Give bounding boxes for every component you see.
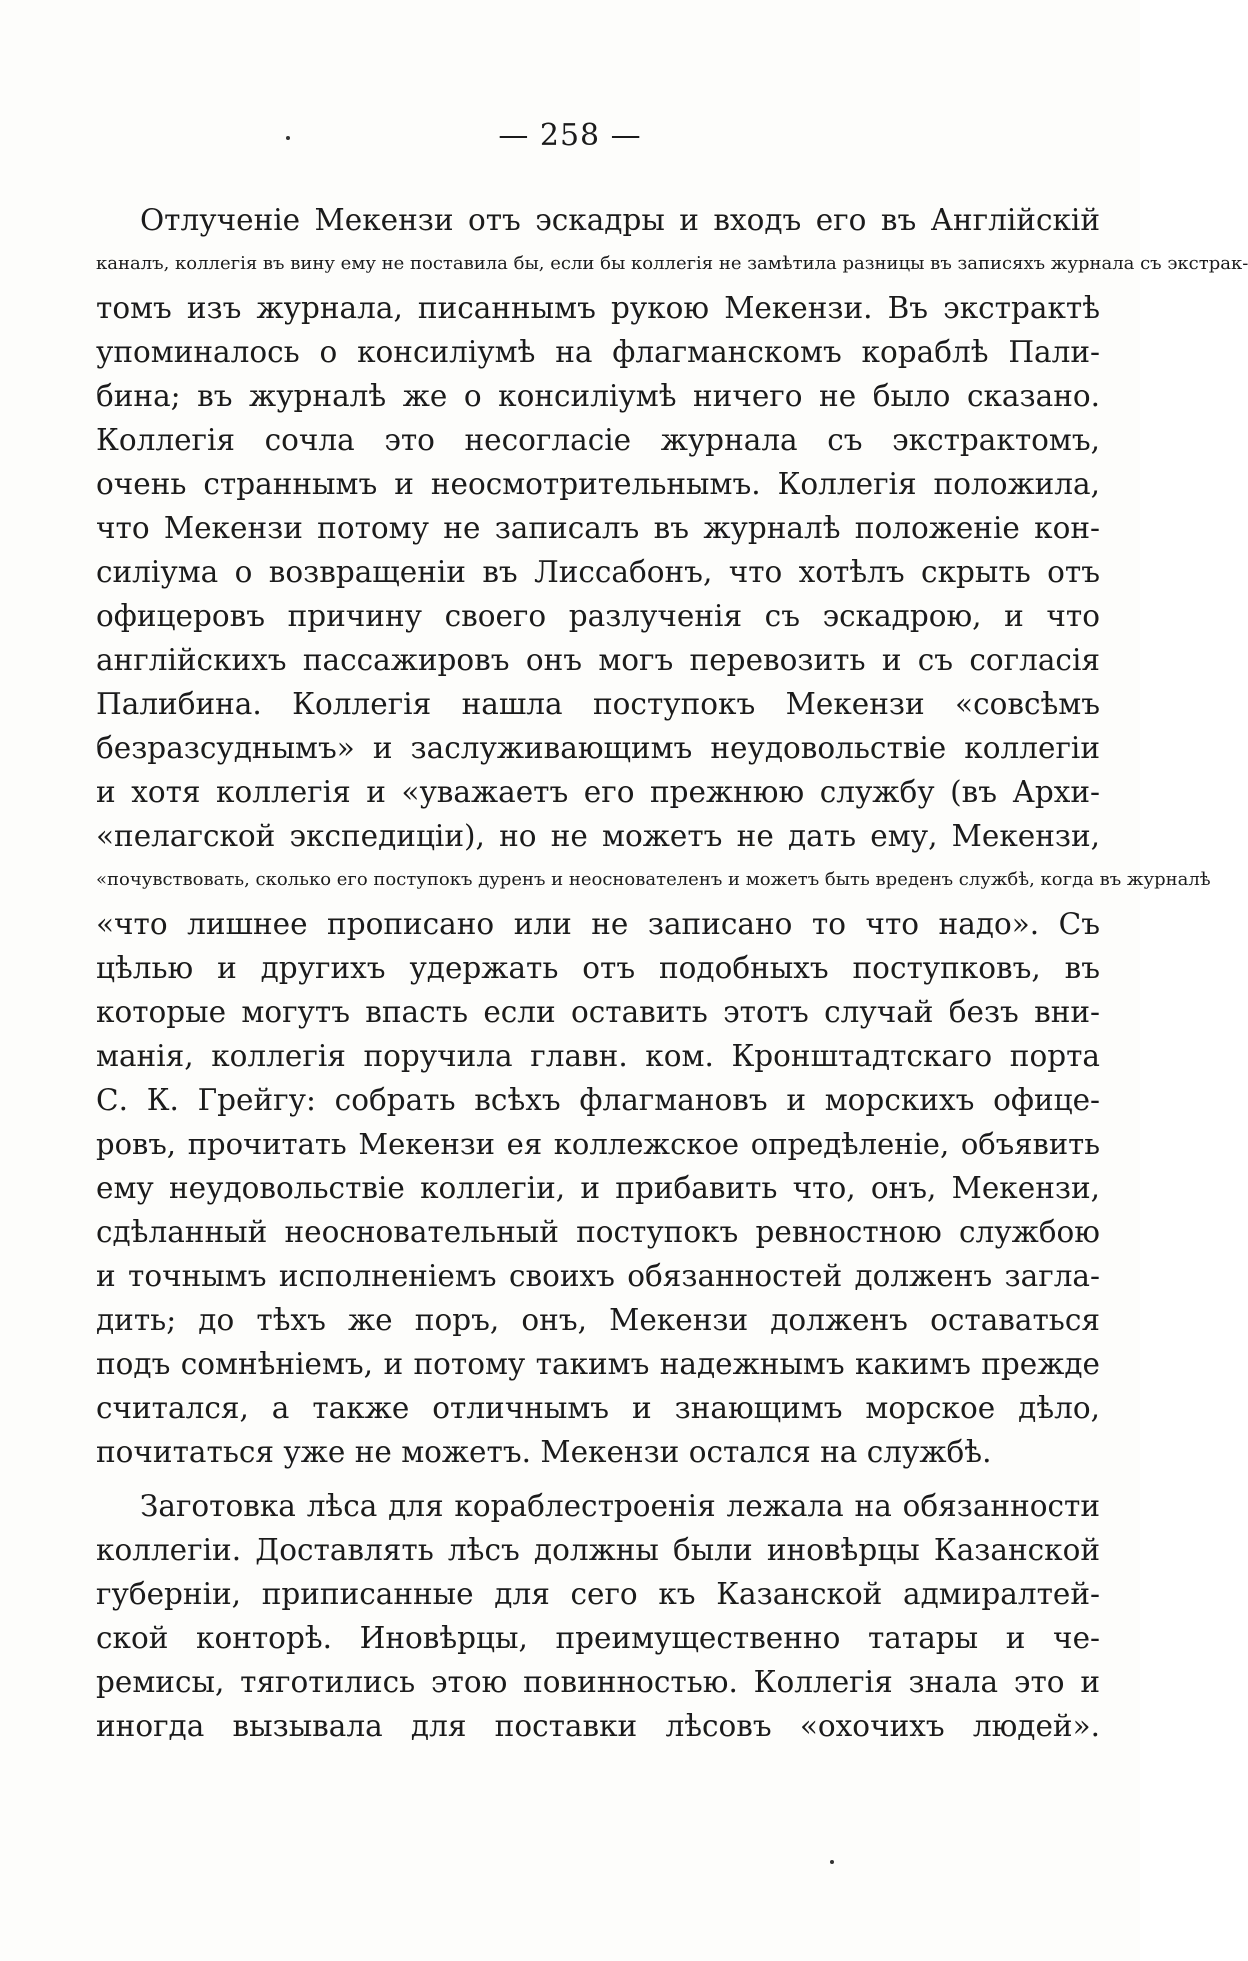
print-speck [286,136,290,140]
text-line: очень страннымъ и неосмотрительнымъ. Коллегія положила, [96,467,1100,501]
text-line: томъ изъ журнала, писаннымъ рукою Мекензи. Въ экстрактѣ [96,291,1100,325]
text-line: ровъ, прочитать Мекензи ея коллежское опредѣленіе, объявить [96,1127,1100,1161]
print-speck [830,1860,834,1864]
text-line: и точнымъ исполненіемъ своихъ обязанностей долженъ загла- [96,1259,1100,1293]
text-line: считался, а также отличнымъ и знающимъ морское дѣло, [96,1391,1100,1425]
paragraph-1 [96,198,1248,1474]
text-line: сдѣланный неосновательный поступокъ ревностною службою [96,1215,1100,1249]
text-line: безразсуднымъ» и заслуживающимъ неудовольствіе коллегіи [96,731,1100,765]
text-line: упоминалось о консиліумѣ на флагманскомъ кораблѣ Пали- [96,335,1100,369]
text-line: Коллегія сочла это несогласіе журнала съ экстрактомъ, [96,423,1100,457]
text-line: коллегіи. Доставлять лѣсъ должны были иновѣрцы Казанской [96,1533,1100,1567]
text-line: англійскихъ пассажировъ онъ могъ перевозить и съ согласія [96,643,1100,677]
text-line: каналъ, коллегія въ вину ему не поставила бы, если бы коллегія не замѣтила разницы въ записяхъ журнала съ экстрак- [96,253,1248,274]
text-line: силіума о возвращеніи въ Лиссабонъ, что хотѣлъ скрыть отъ [96,555,1100,589]
text-line: «что лишнее прописано или не записано то что надо». Съ [96,907,1100,941]
text-line: С. К. Грейгу: собрать всѣхъ флагмановъ и морскихъ офице- [96,1083,1100,1117]
text-line: подъ сомнѣніемъ, и потому такимъ надежнымъ какимъ прежде [96,1347,1100,1381]
text-line: иногда вызывала для поставки лѣсовъ «охочихъ людей». [96,1709,1100,1743]
text-line: ему неудовольствіе коллегіи, и прибавить что, онъ, Мекензи, [96,1171,1100,1205]
text-line: Отлученіе Мекензи отъ эскадры и входъ его въ Англійскій [140,203,1100,237]
text-line: и хотя коллегія и «уважаетъ его прежнюю службу (въ Архи- [96,775,1100,809]
text-line: ремисы, тяготились этою повинностью. Коллегія знала это и [96,1665,1100,1699]
text-line: почитаться уже не можетъ. Мекензи остался на службѣ. [96,1435,992,1469]
text-line: офицеровъ причину своего разлученія съ эскадрою, и что [96,599,1100,633]
text-line: губерніи, приписанные для сего къ Казанской адмиралтей- [96,1577,1100,1611]
text-line: дить; до тѣхъ же поръ, онъ, Мекензи долженъ оставаться [96,1303,1100,1337]
paragraph-2 [96,1484,1100,1748]
body-text [96,198,1248,1748]
text-line: «пелагской экспедиціи), но не можетъ не дать ему, Мекензи, [96,819,1100,853]
text-line: которые могутъ впасть если оставить этотъ случай безъ вни- [96,995,1100,1029]
text-line: Палибина. Коллегія нашла поступокъ Мекензи «совсѣмъ [96,687,1100,721]
text-line: бина; въ журналѣ же о консиліумѣ ничего не было сказано. [96,379,1100,413]
paragraph-gap [96,1474,1100,1484]
text-line: Заготовка лѣса для кораблестроенія лежала на обязанности [140,1489,1100,1523]
text-line: «почувствовать, сколько его поступокъ дуренъ и неоснователенъ и можетъ быть вреденъ службѣ, когда въ журналѣ [96,869,1211,890]
text-line: ской конторѣ. Иновѣрцы, преимущественно татары и че- [96,1621,1100,1655]
text-line: манія, коллегія поручила главн. ком. Кронштадтскаго порта [96,1039,1100,1073]
page-number: — 258 — [498,118,642,153]
text-line: что Мекензи потому не записалъ въ журналѣ положеніе кон- [96,511,1100,545]
text-line: цѣлью и другихъ удержать отъ подобныхъ поступковъ, въ [96,951,1100,985]
